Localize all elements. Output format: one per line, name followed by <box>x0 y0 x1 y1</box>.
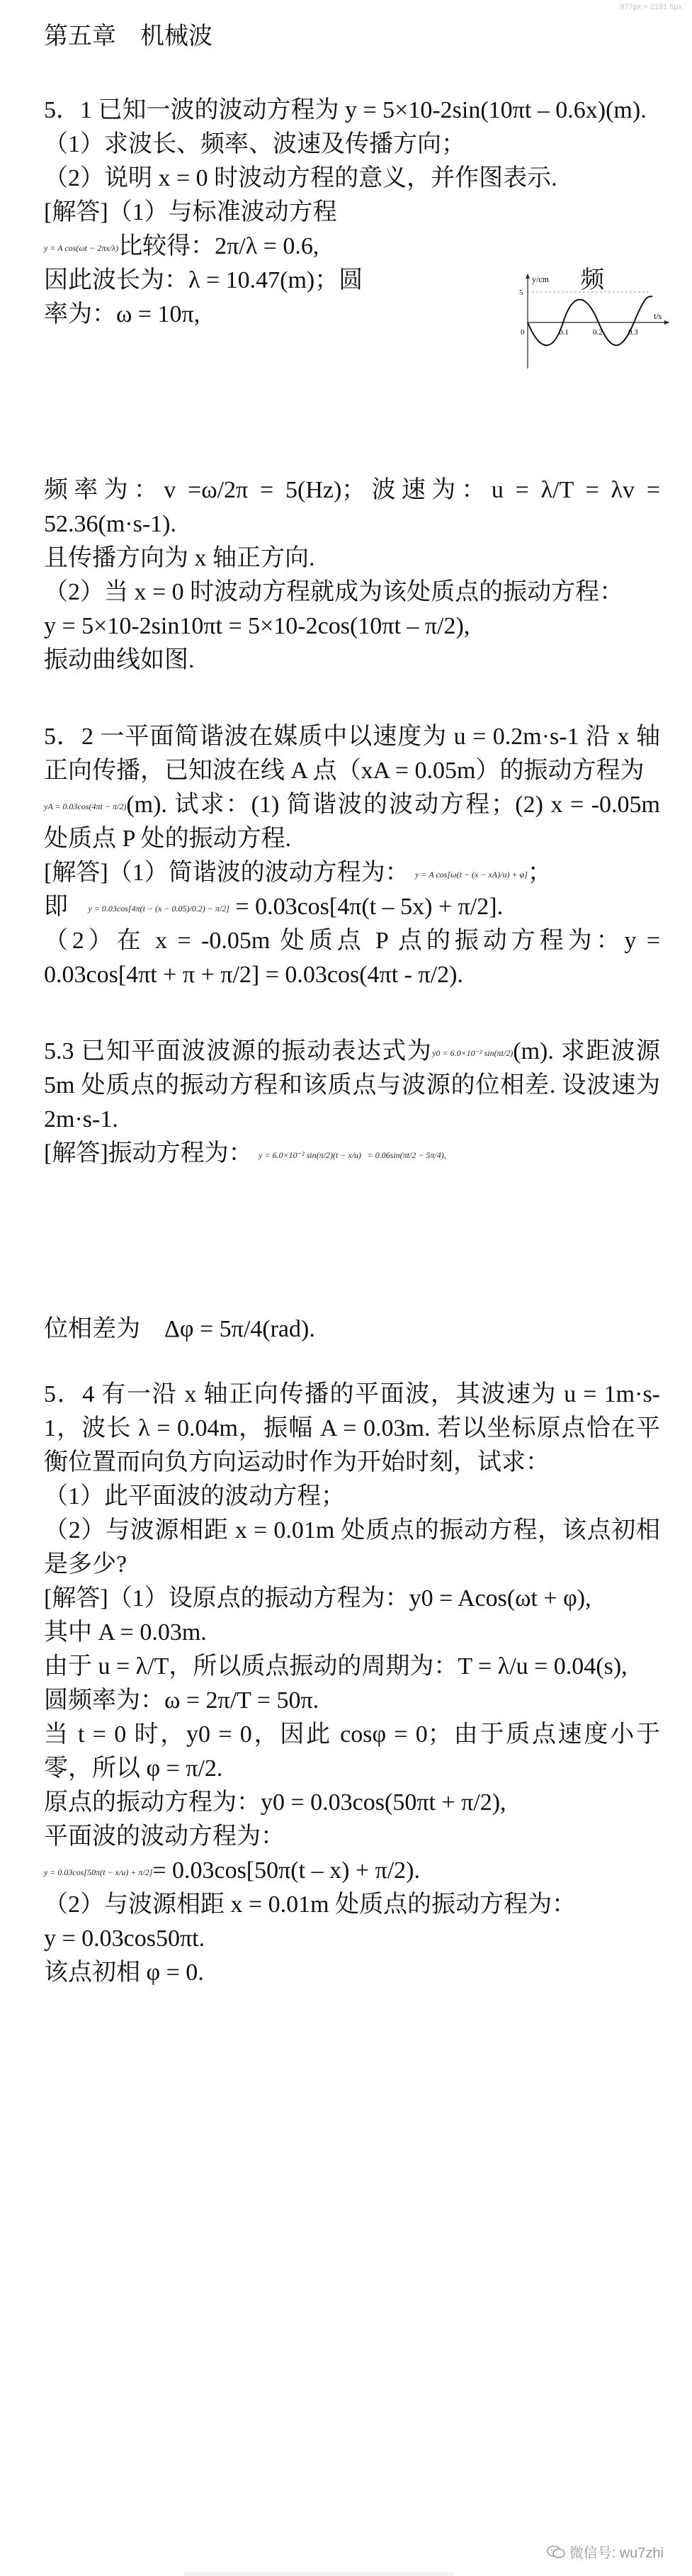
vibration-formula-result: = 0.06sin(πt/2 − 5π/4), <box>367 1150 446 1161</box>
problem-statement: 5.3 已知平面波波源的振动表达式为y0 = 6.0×10⁻² sin(πt/2)(m). 求距波源 5m 处质点的振动方程和该质点与波源的位相差. 设波速为 2m·s-1. <box>44 1038 661 1132</box>
solution-line: [解答]振动方程为： y = 6.0×10⁻² sin(π/2)(t − x/u) = 0.06sin(πt/2 − 5π/4), <box>44 1140 446 1166</box>
general-wave-formula: y = A cos[ω(t − (x − xA)/u) + φ] <box>415 870 528 880</box>
part-2-text: （2）在 x = -0.05m 处质点 P 点的振动方程为：y = 0.03cos[4πt + π + π/2] = 0.03cos(4πt - π/2). <box>44 928 660 988</box>
y-axis-label: y/cm <box>532 274 549 284</box>
solution-line: （2）与波源相距 x = 0.01m 处质点的振动方程为： <box>44 1891 577 1918</box>
curve-caption: 振动曲线如图. <box>44 647 195 673</box>
problem-statement: 5．1 已知一波的波动方程为 y = 5×10-2sin(10πt – 0.6x)(m). <box>44 97 647 123</box>
solution-line: 平面波的波动方程为： <box>44 1823 285 1850</box>
direction-text: 且传播方向为 x 轴正方向. <box>44 545 315 571</box>
solution-line: y = 0.03cos50πt. <box>44 1925 205 1952</box>
problem-5-3 <box>44 1035 660 1346</box>
wavelength-text: 因此波长为：λ = 10.47(m)；圆 <box>44 267 363 293</box>
problem-5-4 <box>44 1378 660 1990</box>
chapter-title: 第五章 机械波 <box>44 23 212 50</box>
standard-wave-formula: y = A cos(ωt − 2πx/λ) <box>44 243 119 254</box>
solution-line: 圆频率为：ω = 2π/T = 50π. <box>44 1687 319 1714</box>
phase-difference: 位相差为 Δφ = 5π/4(rad). <box>44 1316 315 1342</box>
watermark-label: 微信号: wu7zhi <box>569 2546 664 2561</box>
plane-wave-formula: y = 0.03cos[50π(t − x/u) + π/2] <box>44 1867 153 1878</box>
x-tick-label: 0.3 <box>628 328 638 337</box>
wechat-watermark <box>547 2541 664 2562</box>
substituted-formula: y = 0.03cos[4π(t − (x − 0.05)/0.2) − π/2] <box>88 904 229 914</box>
vibration-formula: y = 6.0×10⁻² sin(π/2)(t − x/u) <box>259 1150 362 1161</box>
wechat-icon <box>547 2545 565 2559</box>
solution-line: 即 y = 0.03cos[4π(t − (x − 0.05)/0.2) − π/2] = 0.03cos[4π(t – 5x) + π/2]. <box>44 894 504 920</box>
y-axis-arrow <box>526 274 530 279</box>
problem-statement: 5．4 有一沿 x 轴正向传播的平面波，其波速为 u = 1m·s-1，波长 λ = 0.04m，振幅 A = 0.03m. 若以坐标原点恰在平衡位置而向负方向运动时作为开始时刻，试求： <box>44 1381 660 1475</box>
problem-statement: 5．2 一平面简谐波在媒质中以速度为 u = 0.2m·s-1 沿 x 轴正向传播，已知波在线 A 点（xA = 0.05m）的振动方程为 <box>44 724 660 784</box>
x-axis-arrow <box>664 320 669 325</box>
vibration-equation: y = 5×10-2sin10πt = 5×10-2cos(10πt – π/2), <box>44 613 470 639</box>
x-tick-label: 0 <box>521 328 525 337</box>
question-1: （1）求波长、频率、波速及传播方向； <box>44 131 465 157</box>
image-dimensions-label: 977px × 2181 5px <box>620 3 682 11</box>
solution-line: y = 0.03cos[50π(t − x/u) + π/2]= 0.03cos[50π(t – x) + π/2). <box>44 1857 420 1884</box>
y-tick-label: 5 <box>519 288 523 297</box>
solution-line: 原点的振动方程为：y0 = 0.03cos(50πt + π/2), <box>44 1789 506 1816</box>
sine-curve <box>528 296 652 345</box>
vibration-curve-graph <box>514 269 676 376</box>
solution-line: [解答]（1）设原点的振动方程为：y0 = Acos(ωt + φ), <box>44 1585 591 1612</box>
problem-5-1 <box>44 94 660 677</box>
x-axis-label: t/s <box>654 311 662 321</box>
solution-line: 由于 u = λ/T，所以质点振动的周期为：T = λ/u = 0.04(s), <box>44 1653 628 1680</box>
question-1: （1）此平面波的波动方程； <box>44 1483 345 1509</box>
frequency-word: 频 <box>580 267 605 293</box>
solution-intro: [解答]（1）与标准波动方程 <box>44 199 337 225</box>
vibration-curve-svg <box>514 269 676 376</box>
solution-line: 其中 A = 0.03m. <box>44 1619 207 1646</box>
angular-frequency-text: 率为：ω = 10π, <box>44 301 200 327</box>
solution-line: 当 t = 0 时，y0 = 0，因此 cosφ = 0；由于质点速度小于零，所以 φ = π/2. <box>44 1721 660 1782</box>
part-2-text: （2）当 x = 0 时波动方程就成为该处质点的振动方程： <box>44 579 624 605</box>
problem-statement-cont: yA = 0.03cos(4πt − π/2)(m). 试求：(1) 简谐波的波动方程；(2) x = -0.05m 处质点 P 处的振动方程. <box>44 792 660 852</box>
source-equation: y0 = 6.0×10⁻² sin(πt/2) <box>432 1048 514 1059</box>
problem-5-2 <box>44 720 660 992</box>
x-tick-label: 0.2 <box>593 328 603 337</box>
page-cut-edge <box>184 2572 453 2576</box>
point-a-equation: yA = 0.03cos(4πt − π/2) <box>44 802 127 812</box>
frequency-velocity-text: 频率为：v =ω/2π = 5(Hz)；波速为：u = λ/T = λv = 52.36(m·s-1). <box>44 477 660 537</box>
x-tick-label: 0.1 <box>559 328 569 337</box>
solution-line: 该点初相 φ = 0. <box>44 1959 204 1986</box>
question-2: （2）说明 x = 0 时波动方程的意义，并作图表示. <box>44 165 557 191</box>
solution-line: [解答]（1）简谐波的波动方程为： y = A cos[ω(t − (x − xA)/u) + φ]； <box>44 860 552 886</box>
question-2: （2）与波源相距 x = 0.01m 处质点的振动方程，该点初相是多少? <box>44 1517 660 1577</box>
solution-line <box>44 230 660 264</box>
comparison-text: 比较得：2π/λ = 0.6, <box>118 233 319 259</box>
